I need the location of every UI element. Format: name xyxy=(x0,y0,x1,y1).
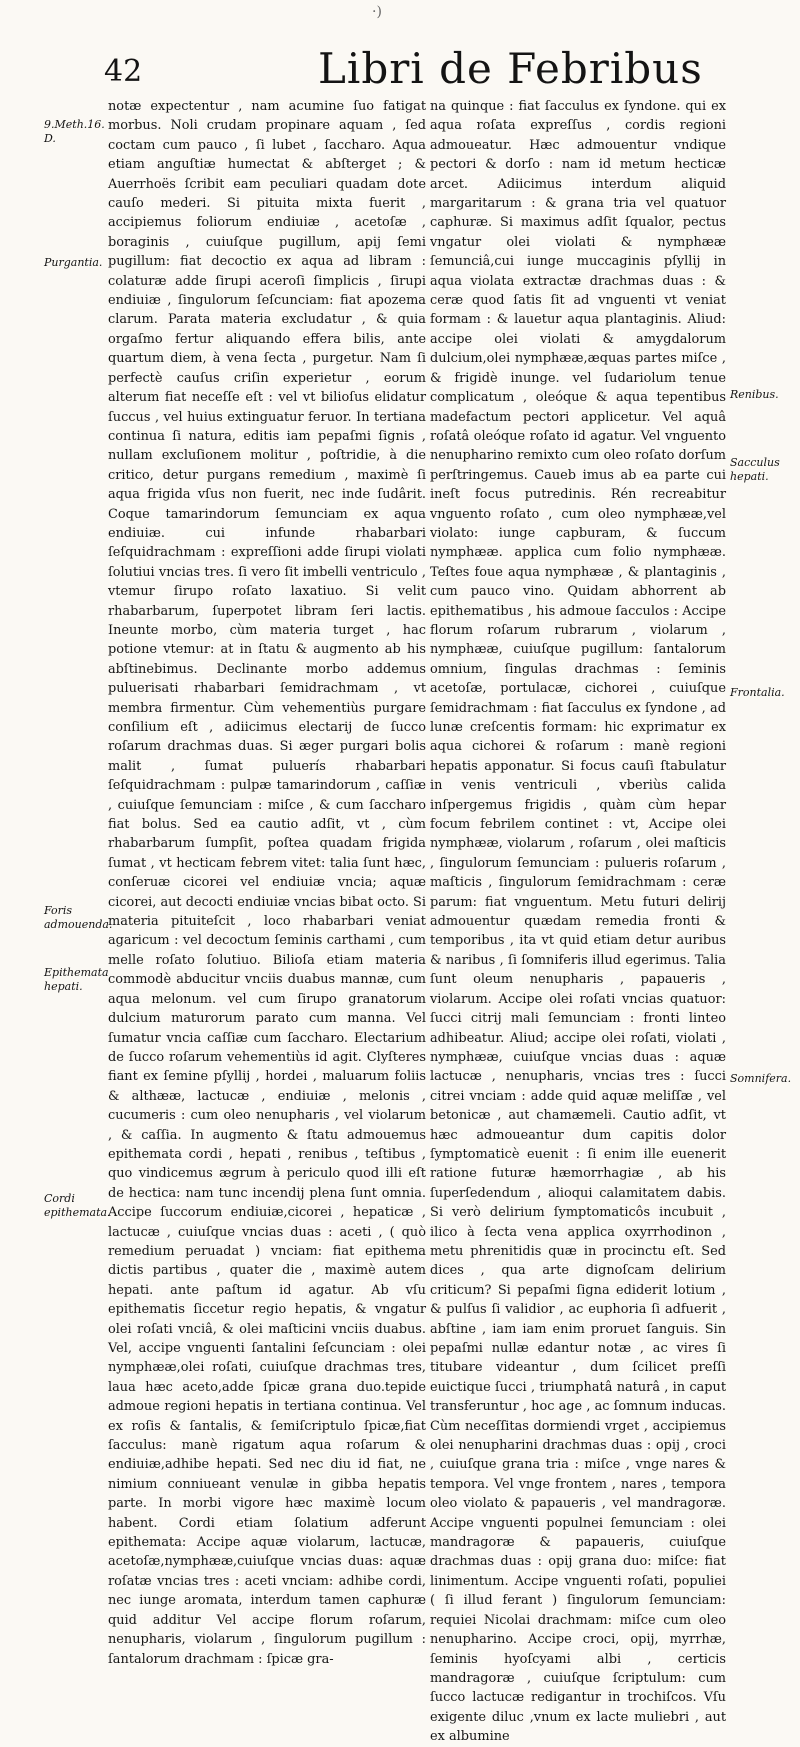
margin-note-foris-admouenda: Foris admouenda. xyxy=(44,904,113,931)
signature-mark: ·) xyxy=(372,4,382,20)
margin-note-meth: 9.Meth.16. D. xyxy=(44,118,105,145)
text-column-right: na quinque : fiat ſacculus ex ſyndone. qui ex aqua roſata expreſſus , cordis regioni admoueatur. Hæc admouentur vndique pectori & dorſo : nam id metum hecticæ arcet. Adiicimus interdum aliquid margaritarum : & grana tria vel quatuor caphuræ. Si maximus adſit ſqualor, pectus vngatur olei violati & nymphææ ſemunciâ,cui iunge muccaginis pſyllij in aqua violata extractæ drachmas duas : & ceræ quod ſatis ſit ad vnguenti vt veniat formam : & lauetur aqua plantaginis. Aliud: accipe olei violati & amygdalorum dulcium,olei nymphææ,æquas partes miſce , & frigidè inunge. vel ſudariolum tenue complicatum , oleóque & aqua tepentibus madefactum pectori applicetur. Vel aquâ roſatâ oleóque roſato id agatur. Vel vnguento nenupharino remixto cum oleo roſato dorſum perſtringemus. Caueb imus ab ea parte cui ineſt focus putredinis. Rén recreabitur vnguento roſato , cum oleo nymphææ,vel violato: iunge capburam, & ſuccum nymphææ. applica cum folio nymphææ. Teſtes foue aqua nymphææ , & plantaginis , cum pauco vino. Quidam abhorrent ab epithematibus , his admoue ſacculos : Accipe florum roſarum rubrarum , violarum , nymphææ, cuiuſque pugillum: ſantalorum omnium, ſingulas drachmas : ſeminis acetoſæ, portulacæ, cichorei , cuiuſque ſemidrachmam : fiat ſacculus ex ſyndone , ad lunæ creſcentis formam: hic exprimatur ex aqua cichorei & roſarum : manè regioni hepatis apponatur. Si focus cauſi ſtabulatur in venis ventriculi , vberiùs calida inſpergemus frigidis , quàm cùm hepar focum febrilem continet : vt, Accipe olei nymphææ, violarum , roſarum , olei maſticis , ſingulorum ſemunciam : pulueris roſarum , maſticis , ſingulorum ſemidrachmam : ceræ parum: fiat vnguentum. Metu futuri delirij admouentur quædam remedia fronti & temporibus , ita vt quid etiam detur auribus & naribus , ſi ſomniferis illud egerimus. Talia ſunt oleum nenupharis , papaueris , violarum. Accipe olei roſati vncias quatuor: ſucci citrij mali ſemunciam : fronti linteo adhibeatur. Aliud; accipe olei roſati, violati , nymphææ, cuiuſque vncias duas : aquæ lactucæ , nenupharis, vncias tres : ſucci citrei vnciam : adde quid aquæ meliſſæ , vel betonicæ , aut chamæmeli. Cautio adſit, vt hæc admoueantur dum capitis dolor ſymptomaticè euenit : ſi enim ille euenerit ratione futuræ hæmorrhagiæ , ab his ſuperſedendum , alioqui calamitatem dabis. Si verò delirium ſymptomaticôs incubuit , ilico à ſecta vena applica oxyrrhodinon , metu phrenitidis quæ in procinctu eſt. Sed dices , qua arte dignoſcam delirium criticum? Si pepaſmi ſigna ediderit lotium , & pulſus ſi validior , ac euphoria ſi adfuerit , abſtine , iam iam enim proruet ſanguis. Sin pepaſmi nullæ edantur notæ , ac vires ſi titubare videantur , dum ſcilicet preſſi euictique ſucci , triumphatâ naturâ , in caput transferuntur , hoc age , ac ſomnum inducas. Cùm neceſſitas dormiendi vrget , accipiemus olei nenupharini drachmas duas : opij , croci , cuiuſque grana tria : miſce , vnge nares & tempora. Vel vnge frontem , nares , tempora oleo violato & papaueris , vel mandragoræ. Accipe vnguenti populnei ſemunciam : olei mandragoræ & papaueris, cuiuſque drachmas duas : opij grana duo: miſce: fiat linimentum. Accipe vnguenti roſati, populiei ( ſi illud ferant ) ſingulorum ſemunciam: requiei Nicolai drachmam: miſce cum oleo nenupharino. Accipe croci, opij, myrrhæ, ſeminis hyoſcyami albi , certicis mandragoræ , cuiuſque ſcriptulum: cum ſucco lactucæ redigantur in trochiſcos. Vſu exigente diluc ,vnum ex lacte muliebri , aut ex albumine xyxy=(430,99,726,1745)
page-number: 42 xyxy=(104,54,143,89)
margin-note-purgantia: Purgantia. xyxy=(44,256,103,269)
margin-note-cordi-epithemata: Cordi epithemata. xyxy=(44,1192,111,1219)
running-title: Libri de Febribus xyxy=(318,44,703,93)
margin-note-epithemata-hepati: Epithemata hepati. xyxy=(44,966,109,993)
margin-note-somnifera: Somnifera. xyxy=(730,1072,792,1085)
margin-note-sacculus-hepati: Sacculus hepati. xyxy=(730,456,780,483)
text-column-left: notæ expectentur , nam acumine ſuo fatigat morbus. Noli crudam propinare aquam , ſed coctam cum pauco , ſi lubet , ſaccharo. Aqua etiam anguſtiæ humectat & abſterget ; & Auerrhoës ſcribit eam peculiari quadam dote cauſo mederi. Si pituita mixta fuerit , accipiemus foliorum endiuiæ , acetoſæ , boraginis , cuiuſque pugillum, apij ſemi pugillum: fiat decoctio ex aqua ad libram : colaturæ adde ſirupi aceroſi ſimplicis , ſirupi endiuiæ , ſingulorum ſeſcunciam: fiat apozema clarum. Parata materia excludatur , & quia orgaſmo fertur aliquando effera bilis, ante quartum diem, à vena ſecta , purgetur. Nam ſi perfectè cauſus criſin experietur , eorum alterum fiat neceſſe eſt : vel vt bilioſus elidatur ſuccus , vel huius extinguatur feruor. In tertiana continua ſi natura, editis iam pepaſmi ſignis , nullam excluſionem molitur , poſtridie, à die critico, detur purgans remedium , maximè ſi aqua frigida vſus non fuerit, nec inde ſudârit. Coque tamarindorum ſemunciam ex aqua endiuiæ. cui infunde rhabarbari ſeſquidrachmam : expreſſioni adde ſirupi violati ſolutiui vncias tres. ſi vero ſit imbelli ventriculo , vtemur ſirupo roſato laxatiuo. Si velit rhabarbarum, ſuperpotet libram ſeri lactis. Ineunte morbo, cùm materia turget , hac potione vtemur: at in ſtatu & augmento ab his abſtinebimus. Declinante morbo addemus puluerisati rhabarbari ſemidrachmam , vt membra firmentur. Cùm vehementiùs purgare conſilium eſt , adiicimus electarij de ſucco roſarum drachmas duas. Si æger purgari bolis malit , ſumat puluerís rhabarbari ſeſquidrachmam : pulpæ tamarindorum , caſſiæ , cuiuſque ſemunciam : miſce , & cum ſaccharo fiat bolus. Sed ea cautio adſit, vt , cùm rhabarbarum ſumpſit, poſtea quadam frigida ſumat , vt hecticam febrem vitet: talia ſunt hæc, conſeruæ cicorei vel endiuiæ vncia; aquæ cicorei, aut decocti endiuiæ vncias bibat octo. Si materia pituiteſcit , loco rhabarbari veniat agaricum : vel decoctum ſeminis carthami , cum melle roſato ſolutiuo. Bilioſa etiam materia commodè abducitur vnciis duabus mannæ, cum aqua melonum. vel cum ſirupo granatorum dulcium maturorum parato cum manna. Vel ſumatur vncia caſſiæ cum ſaccharo. Electarium de ſucco roſarum vehementiùs id agit. Clyſteres fiant ex ſemine pſyllij , hordei , maluarum foliis & althææ, lactucæ , endiuiæ , melonis , cucumeris : cum oleo nenupharis , vel violarum , & caſſia. In augmento & ſtatu admouemus epithemata cordi , hepati , renibus , teſtibus , quo vindicemus ægrum à periculo quod illi eſt de hectica: nam tunc incendij plena ſunt omnia. Accipe ſuccorum endiuiæ,cicorei , hepaticæ , lactucæ , cuiuſque vncias duas : aceti , ( quò remedium peruadat ) vnciam: fiat epithema dictis partibus , quater die , maximè autem hepati. ante paſtum id agatur. Ab vſu epithematis ſiccetur regio hepatis, & vngatur olei roſati vnciâ, & olei maſticini vnciis duabus. Vel, accipe vnguenti ſantalini ſeſcunciam : olei nymphææ,olei roſati, cuiuſque drachmas tres, laua hæc aceto,adde ſpicæ grana duo.tepide admoue regioni hepatis in tertiana continua. Vel ex roſis & ſantalis, & ſemiſcriptulo ſpicæ,fiat ſacculus: manè rigatum aqua roſarum & endiuiæ,adhibe hepati. Sed nec diu id fiat, ne nimium conniueant venulæ in gibba hepatis parte. In morbi vigore hæc maximè locum habent. Cordi etiam ſolatium adferunt epithemata: Accipe aquæ violarum, lactucæ, acetoſæ,nymphææ,cuiuſque vncias duas: aquæ roſatæ vncias tres : aceti vnciam: adhibe cordi, nec iunge aromata, interdum tamen caphuræ quid additur Vel accipe florum roſarum, nenupharis, violarum , ſingulorum pugillum : ſantalorum drachmam : ſpicæ gra- xyxy=(108,99,426,1667)
margin-note-renibus: Renibus. xyxy=(730,388,779,401)
margin-note-frontalia: Frontalia. xyxy=(730,686,785,699)
